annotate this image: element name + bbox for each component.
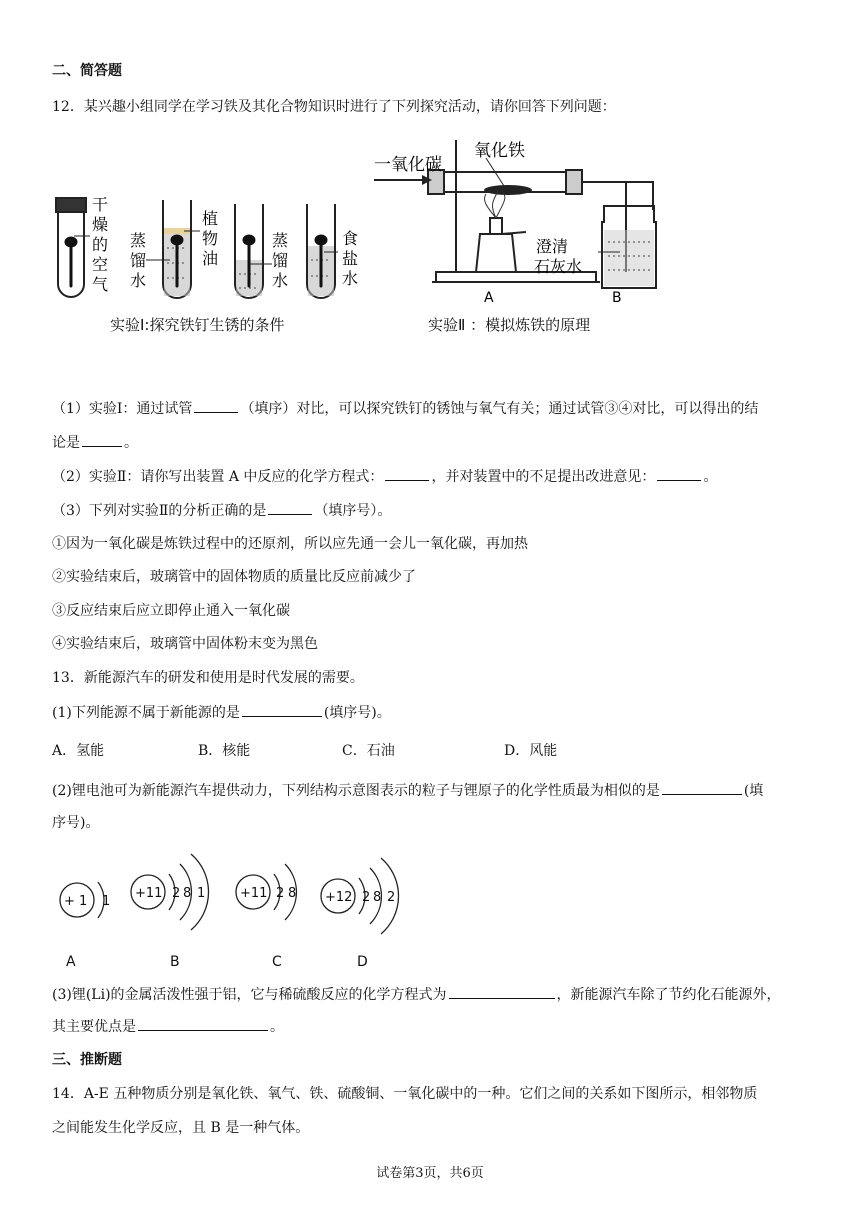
q12-part3: （3）下列对实验Ⅱ的分析正确的是 （填序号）。 — [52, 500, 391, 521]
q13-option-a: A．氢能 — [52, 743, 105, 759]
q12-option-1: ①因为一氧化碳是炼铁过程中的还原剂，所以应先通一会儿一氧化碳，再加热 — [52, 536, 528, 552]
atom-b-nucleus-charge: +11 — [135, 886, 163, 901]
q12-part1-line1: （1）实验Ⅰ：通过试管 （填序）对比，可以探究铁钉的锈蚀与氧气有关；通过试管③④对比，可以得出的结 — [52, 398, 758, 419]
svg-text:水: 水 — [342, 269, 359, 288]
q13-part3-line1: (3)锂(Li)的金属活泼性强于铝，它与稀硫酸反应的化学方程式为 ，新能源汽车除了节约化石能源外， — [52, 984, 781, 1005]
atom-c-nucleus-charge: +11 — [240, 886, 268, 901]
answer-blank — [82, 432, 122, 447]
answer-blank — [657, 466, 701, 481]
answer-blank — [194, 398, 238, 413]
experiment-1-caption: 实验Ⅰ:探究铁钉生锈的条件 — [110, 316, 285, 334]
svg-text:2: 2 — [172, 886, 181, 901]
tube1-label-1: 干 — [92, 195, 109, 214]
q13-part1: (1)下列能源不属于新能源的是 (填序号)。 — [52, 702, 391, 723]
co-label: 一氧化碳 — [374, 155, 442, 175]
answer-blank — [449, 984, 555, 999]
atom-d-label: D — [357, 954, 368, 970]
svg-text:8: 8 — [183, 886, 192, 901]
q14-line1: 14．A-E 五种物质分别是氧化铁、氧气、铁、硫酸铜、一氧化碳中的一种。它们之间的关系如下图所示，相邻物质 — [52, 1086, 758, 1102]
q13-option-d: D．风能 — [504, 743, 558, 759]
atom-a-nucleus-charge: + 1 — [64, 894, 88, 909]
svg-text:气: 气 — [92, 275, 109, 294]
section-heading-3: 三、推断题 — [52, 1052, 122, 1068]
experiment-1-figure — [50, 188, 370, 318]
atom-structure-figure — [50, 840, 430, 976]
svg-text:燥: 燥 — [92, 215, 109, 234]
q12-option-4: ④实验结束后，玻璃管中固体粉末变为黑色 — [52, 636, 318, 652]
q14-line2: 之间能发生化学反应，且 B 是一种气体。 — [52, 1120, 310, 1136]
tube2-water-label: 蒸 — [130, 231, 147, 250]
svg-text:2: 2 — [362, 890, 371, 905]
q12-option-3: ③反应结束后应立即停止通入一氧化碳 — [52, 603, 290, 619]
svg-text:物: 物 — [202, 229, 219, 248]
answer-blank — [268, 500, 312, 515]
experiment-2-figure — [368, 132, 668, 312]
answer-blank — [662, 780, 742, 795]
svg-text:2: 2 — [276, 886, 285, 901]
atom-a-label: A — [66, 954, 76, 970]
answer-blank — [385, 466, 429, 481]
apparatus-label-b: B — [612, 290, 622, 306]
svg-text:水: 水 — [130, 271, 147, 290]
svg-text:1: 1 — [197, 886, 206, 901]
q13-option-c: C．石油 — [342, 743, 395, 759]
svg-text:8: 8 — [288, 886, 297, 901]
section-heading-2: 二、简答题 — [52, 63, 122, 79]
experiment-2-caption: 实验Ⅱ ：模拟炼铁的原理 — [428, 316, 591, 334]
q13-option-b: B．核能 — [198, 743, 251, 759]
svg-text:油: 油 — [202, 249, 219, 268]
q13-part3-line2: 其主要优点是 。 — [52, 1016, 284, 1037]
answer-blank — [242, 702, 322, 717]
svg-text:空: 空 — [92, 255, 109, 274]
svg-text:的: 的 — [92, 235, 109, 254]
atom-d-nucleus-charge: +12 — [325, 890, 353, 905]
q13-part2-line1: (2)锂电池可为新能源汽车提供动力，下列结构示意图表示的粒子与锂原子的化学性质最为相似的是 (填 — [52, 780, 763, 801]
svg-text:2: 2 — [387, 890, 396, 905]
answer-blank — [138, 1016, 268, 1031]
svg-text:盐: 盐 — [342, 249, 359, 268]
q13-stem: 13．新能源汽车的研发和使用是时代发展的需要。 — [52, 670, 364, 686]
page-footer: 试卷第3页，共6页 — [376, 1166, 484, 1181]
svg-text:馏: 馏 — [130, 251, 147, 270]
q12-part1-line2: 论是 。 — [52, 432, 138, 453]
tube3-label: 蒸 — [272, 231, 289, 250]
atom-b-label: B — [170, 954, 180, 970]
q12-stem: 12．某兴趣小组同学在学习铁及其化合物知识时进行了下列探究活动，请你回答下列问题： — [52, 99, 616, 115]
q12-option-2: ②实验结束后，玻璃管中的固体物质的质量比反应前减少了 — [52, 569, 416, 585]
svg-text:1: 1 — [102, 894, 111, 909]
svg-text:水: 水 — [272, 271, 289, 290]
apparatus-label-a: A — [484, 290, 494, 306]
q13-part2-line2: 序号)。 — [52, 815, 100, 831]
limewater-label-1: 澄清 — [536, 237, 569, 256]
tube1-stopper — [56, 198, 86, 212]
fe2o3-label: 氧化铁 — [474, 141, 525, 161]
q12-part2: （2）实验Ⅱ：请你写出装置 A 中反应的化学方程式： ，并对装置中的不足提出改进意见： 。 — [52, 466, 717, 487]
limewater-label-2: 石灰水 — [534, 257, 583, 276]
atom-c-label: C — [272, 954, 282, 970]
svg-text:8: 8 — [373, 890, 382, 905]
svg-text:馏: 馏 — [272, 251, 289, 270]
tube4-label: 食 — [342, 229, 359, 248]
tube2-oil-label: 植 — [202, 209, 219, 228]
